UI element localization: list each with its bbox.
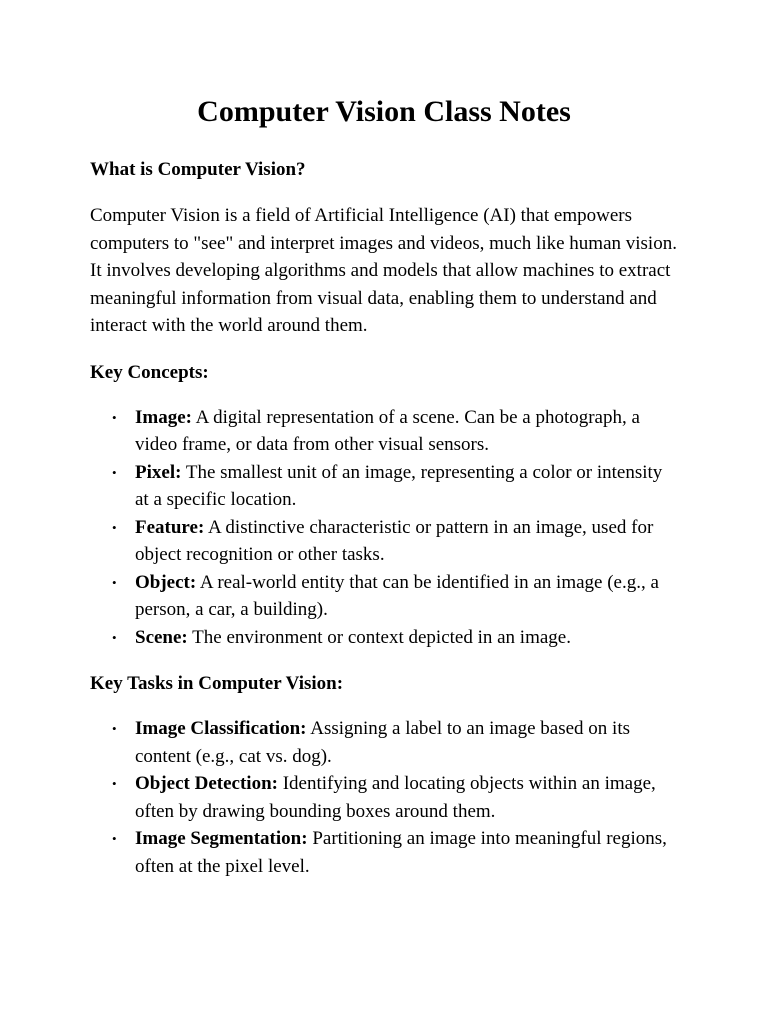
list-item-term: Object Detection: xyxy=(135,773,278,794)
section-heading-what: What is Computer Vision? xyxy=(90,159,306,180)
list-item-term: Scene: xyxy=(135,626,188,648)
list-item xyxy=(112,624,678,652)
page-title: Computer Vision Class Notes xyxy=(197,95,571,128)
list-item xyxy=(112,770,678,825)
concepts-list xyxy=(90,404,678,652)
bullet-icon: • xyxy=(112,721,117,736)
intro-paragraph: Computer Vision is a field of Artificial Intelligence (AI) that empowers computers to "see" and interpret images and videos, much like human vision. It involves developing algorithms and models that allow machines to extract meaningful information from visual data, enabling them to understand and interact with the world around them. xyxy=(90,205,677,336)
list-item xyxy=(112,715,678,770)
list-item-term: Image Segmentation: xyxy=(135,828,308,849)
bullet-icon: • xyxy=(112,629,117,645)
bullet-icon: • xyxy=(112,519,117,535)
bullet-icon: • xyxy=(112,831,117,846)
list-item-text: The environment or context depicted in an image. xyxy=(187,626,571,648)
bullet-icon: • xyxy=(112,776,117,791)
list-item-term: Image: xyxy=(135,406,192,428)
list-item xyxy=(112,569,678,624)
list-item-text: A real-world entity that can be identified in an image (e.g., a person, a car, a building). xyxy=(135,571,659,620)
list-item xyxy=(112,404,678,459)
list-item-term: Feature: xyxy=(135,516,205,538)
list-item-term: Image Classification: xyxy=(135,718,307,739)
tasks-list xyxy=(90,715,678,880)
section-heading-tasks: Key Tasks in Computer Vision: xyxy=(90,673,344,694)
list-item-text: Partitioning an image into meaningful regions, often at the pixel level. xyxy=(135,828,667,877)
list-item xyxy=(112,459,678,514)
bullet-icon: • xyxy=(112,574,117,590)
list-item xyxy=(112,514,678,569)
list-item xyxy=(112,825,678,880)
section-heading-concepts: Key Concepts: xyxy=(90,361,209,383)
list-item-text: Identifying and locating objects within an image, often by drawing bounding boxes around them. xyxy=(135,773,656,822)
list-item-text: The smallest unit of an image, representing a color or intensity at a specific location. xyxy=(135,461,663,510)
list-item-text: Assigning a label to an image based on its content (e.g., cat vs. dog). xyxy=(135,718,630,767)
list-item-term: Pixel: xyxy=(135,461,182,483)
list-item-term: Object: xyxy=(135,571,197,593)
bullet-icon: • xyxy=(112,409,117,425)
list-item-text: A distinctive characteristic or pattern in an image, used for object recognition or other tasks. xyxy=(135,516,654,565)
list-item-text: A digital representation of a scene. Can be a photograph, a video frame, or data from other visual sensors. xyxy=(135,406,640,455)
bullet-icon: • xyxy=(112,464,117,480)
